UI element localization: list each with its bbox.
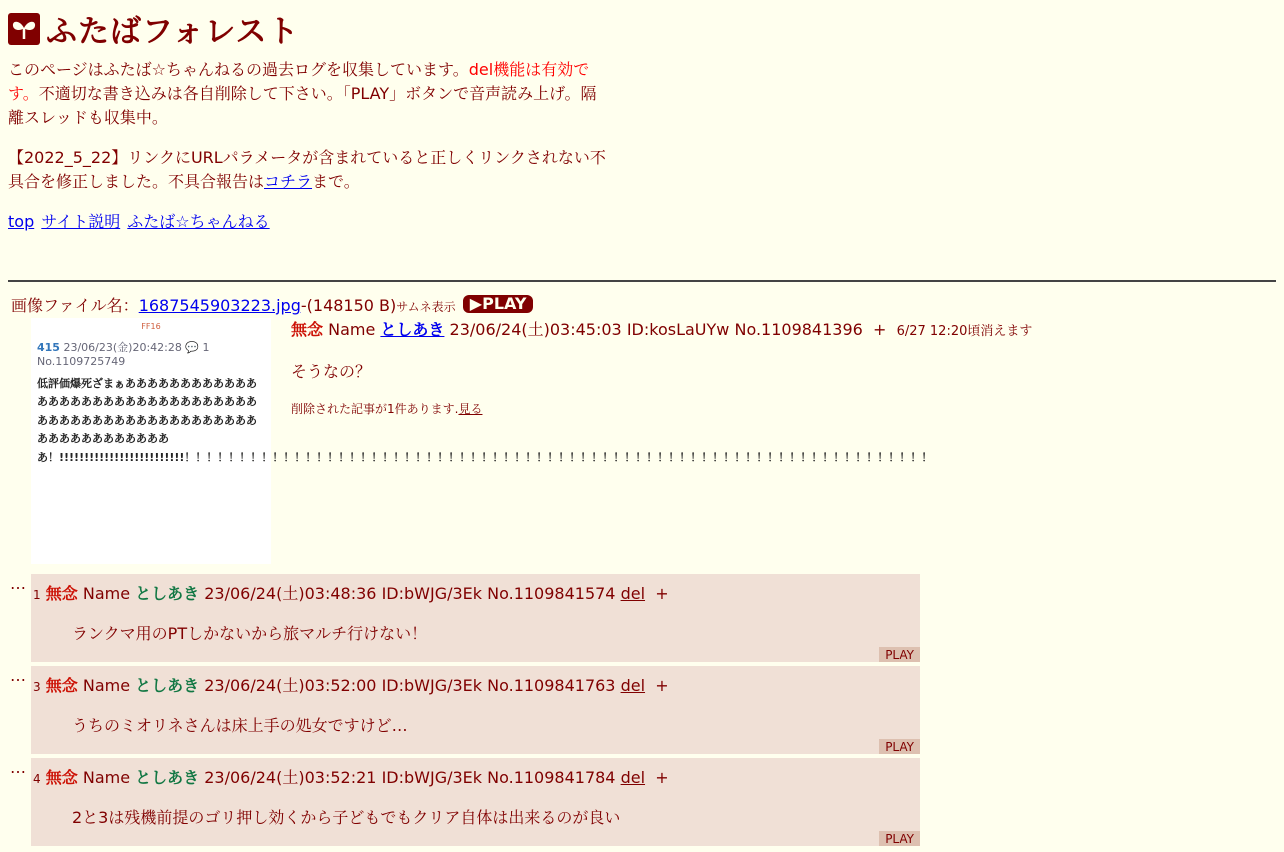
reply-id: ID:bWJG/3Ek (381, 768, 483, 787)
reply-subject: 無念 (45, 768, 78, 787)
reply-name-label: Name (82, 768, 131, 787)
reply-datetime: 23/06/24(土)03:52:00 (204, 676, 377, 695)
thread-play-button[interactable] (463, 295, 534, 313)
reply-header (33, 582, 669, 607)
nav-futaba-link[interactable]: ふたば☆ちゃんねる (127, 212, 270, 231)
op-datetime: 23/06/24(土)03:45:03 (449, 320, 622, 339)
reply-subject: 無念 (45, 676, 78, 695)
nav-links (8, 210, 272, 234)
op-plus-button[interactable]: + (873, 320, 887, 339)
reply-no: No.1109841784 (487, 768, 616, 787)
reply-body: 2と3は残機前提のゴリ押し効くから子どもでもクリア自体は出来るのが良い (72, 808, 621, 827)
deleted-text: 削除された記事が1件あります. (291, 402, 459, 416)
reply-body: ランクマ用のPTしかないから旅マルチ行けない！ (72, 624, 428, 643)
thumb-display-label: サムネ表示 (396, 300, 456, 314)
thumb-post-text: 低評価爆死ざまぁあああああああああああああああああああああああああああああああああああああああああああああああああああああああああああああああああ！!!!!!!!!!!!!!!!!!!!!!!!!!！！！！！！！！！！！！！！！！！！！！！！！！！！！！！！！！！！！！！！！！！！！！！！！！！！！！！！！！！！！！！！！！！！！！ (37, 377, 933, 464)
op-post (291, 318, 1271, 417)
reply-name: としあき (135, 768, 200, 787)
reply-name-label: Name (82, 676, 131, 695)
reply-body: うちのミオリネさんは床上手の処女ですけど… (72, 716, 408, 735)
reply-post (31, 758, 920, 846)
reply-post (31, 666, 920, 754)
op-name-link[interactable]: としあき (380, 320, 445, 339)
reply-dots: … (10, 758, 26, 777)
show-deleted-link[interactable]: 見る (458, 402, 483, 416)
op-no: No.1109841396 (734, 320, 863, 339)
op-name (380, 320, 444, 339)
reply-header (33, 766, 669, 791)
reply-no: No.1109841574 (487, 584, 616, 603)
reply-play-button[interactable]: PLAY (879, 831, 920, 846)
reply-name: としあき (135, 584, 200, 603)
notice-text-1: 【2022_5_22】リンクにURLパラメータが含まれていると正しくリンクされない不具合を修正しました。不具合報告は (8, 148, 606, 191)
op-expire: 6/27 12:20頃消えます (896, 324, 1033, 339)
report-link[interactable]: コチラ (264, 172, 313, 191)
reply-no: No.1109841763 (487, 676, 616, 695)
reply-datetime: 23/06/24(土)03:52:21 (204, 768, 377, 787)
reply-plus-button[interactable]: + (655, 584, 669, 603)
reply-subject: 無念 (45, 584, 78, 603)
divider (8, 280, 1276, 282)
reply-post (31, 574, 920, 662)
reply-dots: … (10, 666, 26, 685)
site-header (8, 6, 300, 51)
file-info (11, 294, 533, 319)
op-name-label: Name (328, 320, 376, 339)
file-size: -(148150 B) (300, 296, 397, 315)
intro-text-1: このページはふたば☆ちゃんねるの過去ログを収集しています。 (8, 60, 469, 79)
reply-plus-button[interactable]: + (655, 676, 669, 695)
nav-top-link[interactable]: top (8, 212, 35, 231)
reply-del-link[interactable]: del (620, 584, 646, 603)
thread-play-label: PLAY (482, 294, 527, 313)
intro-text (8, 58, 608, 130)
reply-id: ID:bWJG/3Ek (381, 584, 483, 603)
reply-del-link[interactable]: del (620, 676, 646, 695)
thumb-post-no: 415 (37, 341, 60, 354)
play-icon: ▶ (469, 294, 483, 313)
thumb-post-header (37, 341, 271, 369)
site-title: ふたばフォレスト (46, 14, 300, 50)
reply-plus-button[interactable]: + (655, 768, 669, 787)
reply-datetime: 23/06/24(土)03:48:36 (204, 584, 377, 603)
reply-id: ID:bWJG/3Ek (381, 676, 483, 695)
reply-dots: … (10, 574, 26, 593)
sprout-logo-icon (8, 13, 40, 45)
file-label: 画像ファイル名： (11, 296, 139, 315)
op-header (291, 318, 1271, 344)
deleted-notice (291, 400, 1271, 417)
reply-name: としあき (135, 676, 200, 695)
thumb-post-meta: 23/06/23(金)20:42:28 💬 1 No.1109725749 (37, 341, 210, 368)
op-body: そうなの？ (291, 362, 372, 381)
op-id: ID:kosLaUYw (626, 320, 730, 339)
notice-text (8, 146, 608, 194)
op-subject: 無念 (291, 320, 324, 339)
reply-header (33, 674, 669, 699)
reply-number: 1 (33, 588, 41, 602)
file-link[interactable]: 1687545903223.jpg (138, 296, 301, 315)
notice-text-2: まで。 (312, 172, 360, 191)
reply-del-link[interactable]: del (620, 768, 646, 787)
nav-about-link[interactable]: サイト説明 (41, 212, 121, 231)
del-enabled-note: del機能は有効です。 (8, 60, 590, 103)
reply-play-button[interactable]: PLAY (879, 739, 920, 754)
reply-name-label: Name (82, 584, 131, 603)
reply-play-button[interactable]: PLAY (879, 647, 920, 662)
reply-number: 3 (33, 680, 41, 694)
reply-number: 4 (33, 772, 41, 786)
thumb-header-tag: FF16 (141, 322, 161, 331)
intro-text-2: 不適切な書き込みは各自削除して下さい。「PLAY」ボタンで音声読み上げ。隔離スレッドも収集中。 (8, 84, 597, 127)
